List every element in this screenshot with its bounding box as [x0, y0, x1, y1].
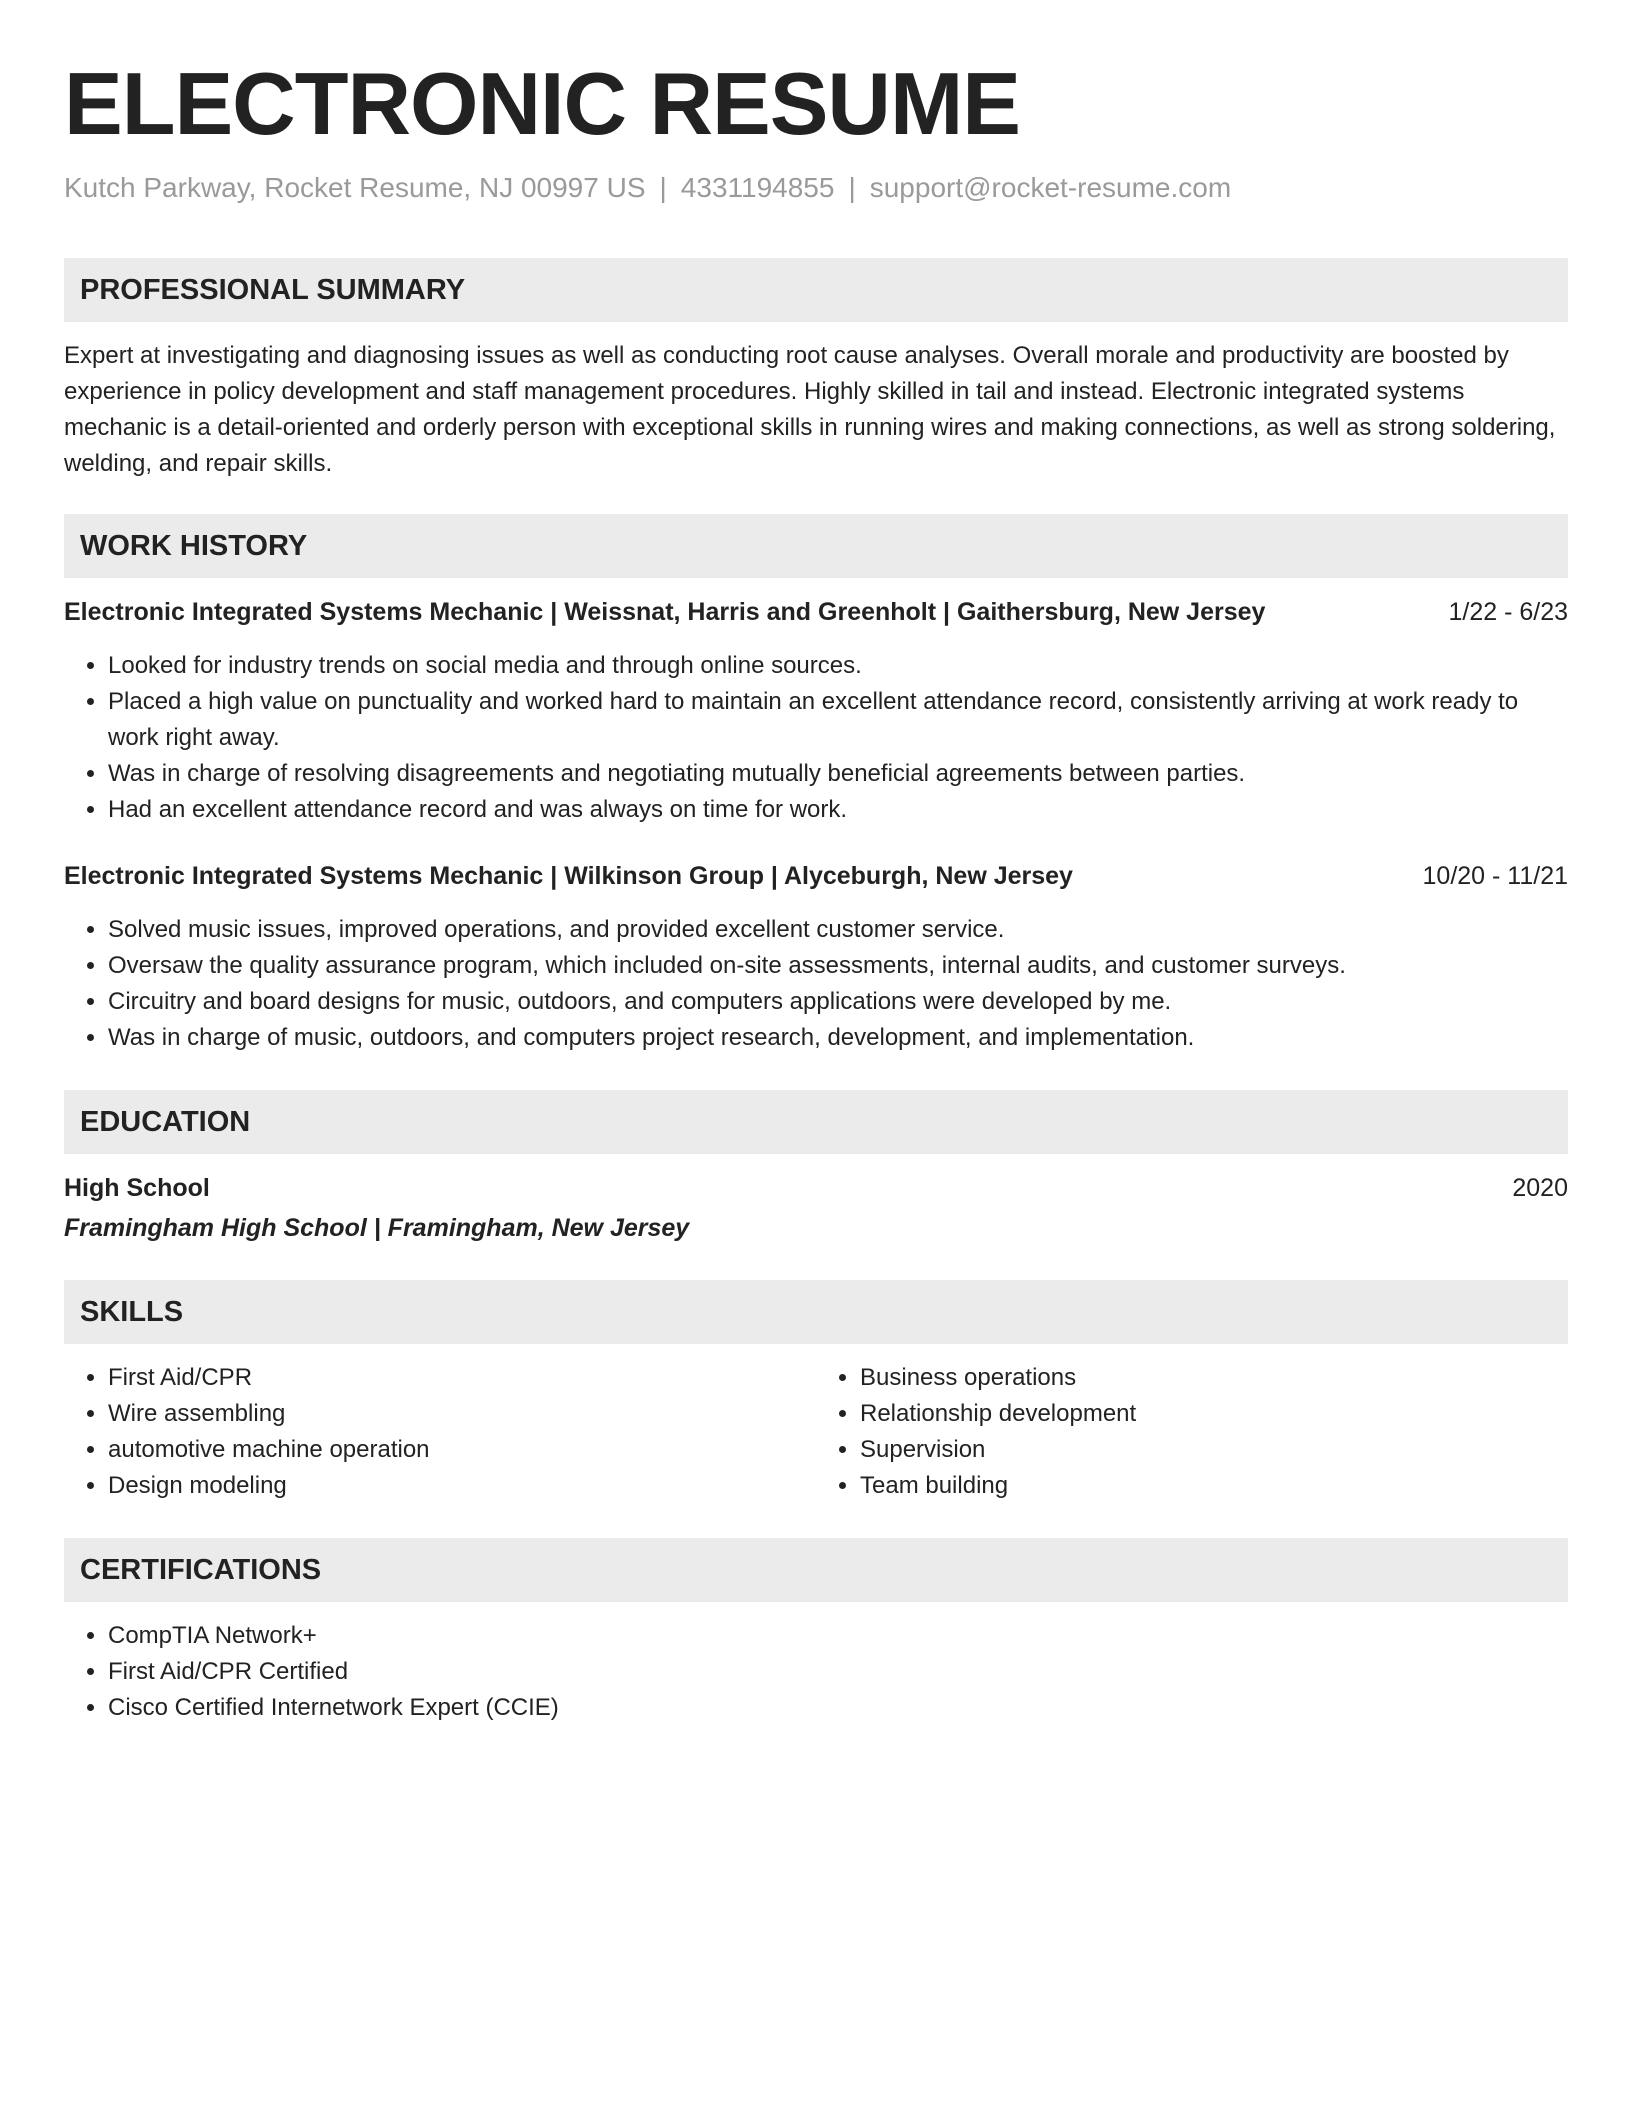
job-entry [64, 594, 1568, 828]
section-header-certifications: CERTIFICATIONS [64, 1538, 1568, 1602]
job-title: Electronic Integrated Systems Mechanic | Wilkinson Group | Alyceburgh, New Jersey [64, 862, 1073, 890]
skill-item: • Wire assembling [108, 1396, 816, 1432]
contact-separator: | [659, 172, 667, 203]
section-header-skills: SKILLS [64, 1280, 1568, 1344]
job-dates: 10/20 - 11/21 [1422, 862, 1568, 890]
contact-line [64, 170, 1568, 206]
skill-item: • Business operations [860, 1360, 1568, 1396]
skills-list-right [816, 1360, 1568, 1504]
section-header-education: EDUCATION [64, 1090, 1568, 1154]
certifications-list [64, 1618, 1568, 1726]
contact-email: support@rocket-resume.com [869, 172, 1232, 203]
summary-text: Expert at investigating and diagnosing issues as well as conducting root cause analyses. Overall morale and productivity are boosted by experience in policy development and staff management procedures. Highly skilled in tail and instead. Electronic integrated systems mechanic is a detail-oriented and orderly person with exceptional skills in running wires and making connections, as well as strong soldering, welding, and repair skills. [64, 342, 1556, 477]
skill-item: • Supervision [860, 1432, 1568, 1468]
education-school: Framingham High School | Framingham, New Jersey [64, 1214, 690, 1242]
job-bullet: • Looked for industry trends on social media and through online sources. [108, 648, 1568, 684]
job-bullets [64, 648, 1568, 828]
job-header [64, 594, 1568, 630]
job-bullets [64, 912, 1568, 1056]
education-entry [64, 1170, 1568, 1246]
contact-phone: 4331194855 [680, 172, 835, 203]
job-bullet: • Placed a high value on punctuality and worked hard to maintain an excellent attendance record, consistently arriving at work ready to work right away. [108, 684, 1568, 756]
job-title: Electronic Integrated Systems Mechanic | Weissnat, Harris and Greenholt | Gaithersburg, New Jersey [64, 598, 1266, 626]
certification-item: • First Aid/CPR Certified [108, 1654, 1568, 1690]
job-entry [64, 858, 1568, 1056]
contact-separator: | [848, 172, 856, 203]
section-header-work-history: WORK HISTORY [64, 514, 1568, 578]
skill-item: • First Aid/CPR [108, 1360, 816, 1396]
job-header [64, 858, 1568, 894]
education-header [64, 1170, 1568, 1206]
education-year: 2020 [1512, 1174, 1568, 1202]
skills-list-left [64, 1360, 816, 1504]
education-degree: High School [64, 1174, 210, 1202]
job-bullet: • Was in charge of music, outdoors, and computers project research, development, and implementation. [108, 1020, 1568, 1056]
resume-title: ELECTRONIC RESUME [64, 54, 1020, 153]
skill-item: • Team building [860, 1468, 1568, 1504]
skill-item: • Relationship development [860, 1396, 1568, 1432]
job-bullet: • Had an excellent attendance record and was always on time for work. [108, 792, 1568, 828]
job-bullet: • Was in charge of resolving disagreements and negotiating mutually beneficial agreements between parties. [108, 756, 1568, 792]
job-bullet: • Circuitry and board designs for music, outdoors, and computers applications were developed by me. [108, 984, 1568, 1020]
certification-item: • CompTIA Network+ [108, 1618, 1568, 1654]
skill-item: • Design modeling [108, 1468, 816, 1504]
job-bullet: • Oversaw the quality assurance program, which included on-site assessments, internal audits, and customer surveys. [108, 948, 1568, 984]
section-header-summary: PROFESSIONAL SUMMARY [64, 258, 1568, 322]
certification-item: • Cisco Certified Internetwork Expert (CCIE) [108, 1690, 1568, 1726]
job-bullet: • Solved music issues, improved operations, and provided excellent customer service. [108, 912, 1568, 948]
skill-item: • automotive machine operation [108, 1432, 816, 1468]
resume-page [64, 52, 1568, 1726]
job-dates: 1/22 - 6/23 [1448, 598, 1568, 626]
contact-address: Kutch Parkway, Rocket Resume, NJ 00997 US [64, 172, 646, 203]
skills-grid [64, 1360, 1568, 1504]
